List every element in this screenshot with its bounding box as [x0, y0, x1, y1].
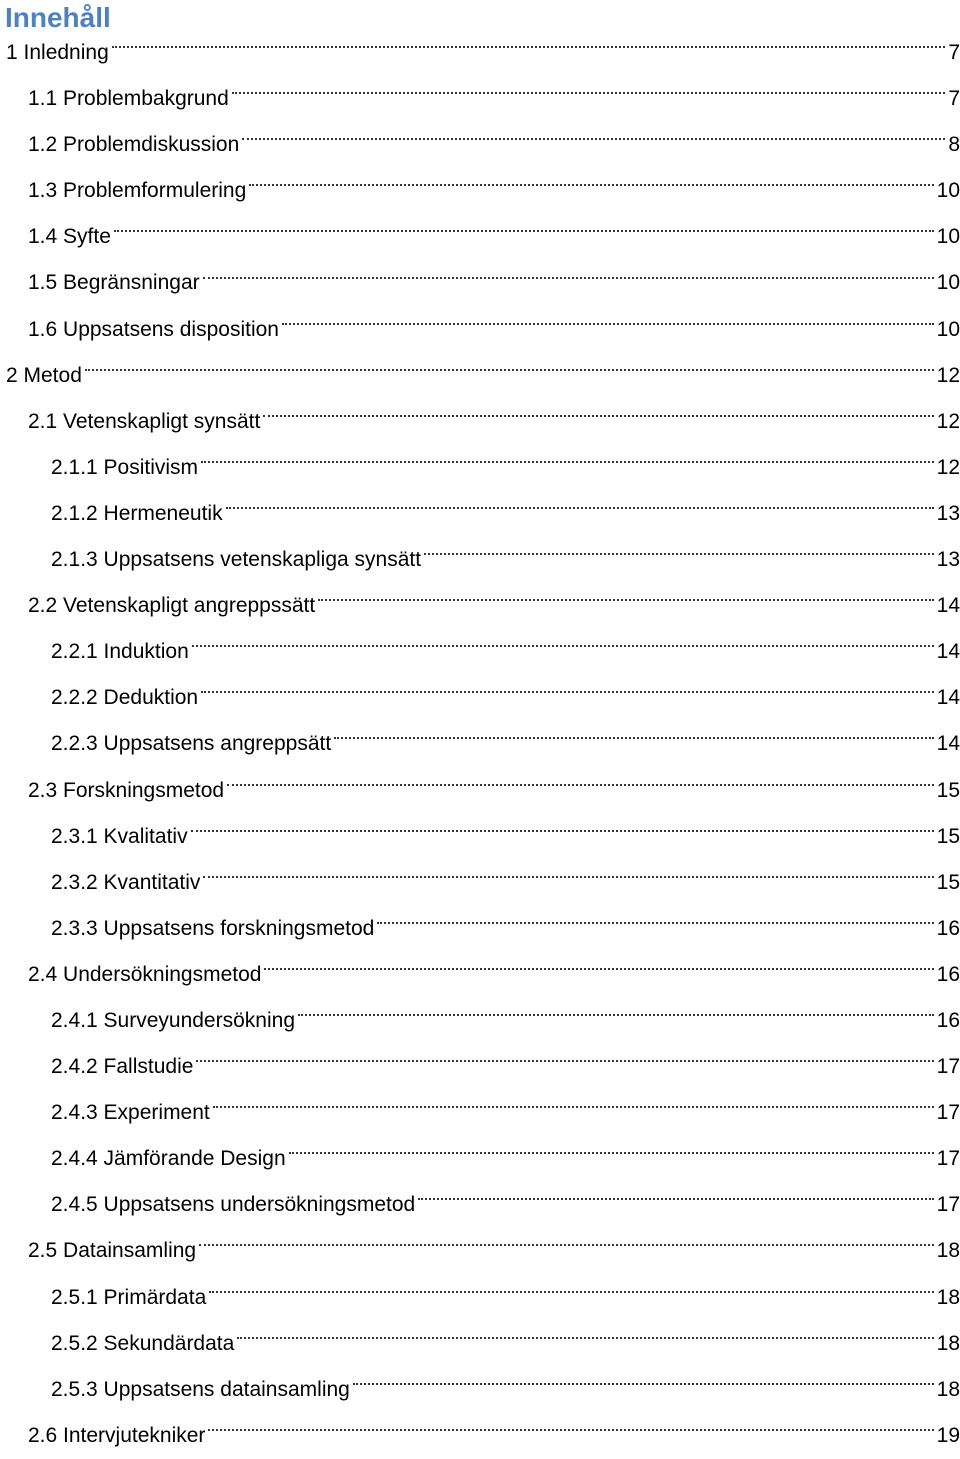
toc-entry[interactable]	[0, 860, 960, 906]
toc-page-number: 10	[936, 179, 960, 203]
toc-dot-leader	[264, 968, 933, 970]
toc-page-number: 18	[936, 1285, 960, 1309]
toc-dot-leader	[424, 553, 934, 555]
toc-dot-leader	[282, 323, 934, 325]
toc-dot-leader	[203, 876, 933, 878]
toc-entry-label: 2.5 Datainsamling	[28, 1239, 197, 1263]
toc-dot-leader	[85, 369, 934, 371]
toc-page-number: 16	[936, 962, 960, 986]
toc-entry-label: 1.3 Problemformulering	[28, 179, 247, 203]
toc-page-number: 18	[936, 1377, 960, 1401]
toc-dot-leader	[298, 1014, 934, 1016]
toc-entry-label: 2.2.3 Uppsatsens angreppsätt	[51, 732, 332, 756]
toc-entry-label: 2.3 Forskningsmetod	[28, 778, 225, 802]
toc-entry[interactable]	[0, 1182, 960, 1228]
toc-entry-label: 2.4 Undersökningsmetod	[28, 962, 262, 986]
toc-page-number: 7	[948, 41, 960, 64]
toc-entry-label: 2.1.1 Positivism	[51, 455, 199, 479]
toc-dot-leader	[114, 230, 934, 232]
toc-dot-leader	[242, 138, 945, 140]
toc-page-number: 13	[936, 548, 960, 572]
toc-dot-leader	[263, 415, 933, 417]
toc-page-number: 7	[948, 87, 960, 111]
toc-entry[interactable]	[0, 1090, 960, 1136]
toc-page-number: 12	[936, 409, 960, 433]
toc-entry[interactable]	[0, 1367, 960, 1413]
toc-entry[interactable]	[0, 768, 960, 814]
toc-entry[interactable]	[0, 906, 960, 952]
toc-entry[interactable]	[0, 629, 960, 675]
toc-page-number: 14	[936, 594, 960, 618]
toc-entry-label: 1.5 Begränsningar	[28, 271, 200, 295]
toc-entry[interactable]	[0, 1321, 960, 1367]
toc-dot-leader	[227, 784, 934, 786]
toc-entry[interactable]	[0, 814, 960, 860]
toc-dot-leader	[226, 507, 934, 509]
toc-dot-leader	[201, 461, 934, 463]
toc-page-number: 12	[936, 363, 960, 387]
toc-page-number: 14	[936, 732, 960, 756]
toc-entry[interactable]	[0, 76, 960, 122]
toc-entry-label: 2.4.2 Fallstudie	[51, 1055, 194, 1079]
toc-dot-leader	[289, 1152, 934, 1154]
toc-entry-label: 2.4.4 Jämförande Design	[51, 1147, 286, 1171]
toc-dot-leader	[334, 737, 933, 739]
toc-entry-label: 2.3.1 Kvalitativ	[51, 824, 188, 848]
toc-entry[interactable]	[0, 214, 960, 260]
toc-entry-label: 2.2.1 Induktion	[51, 640, 189, 664]
toc-entry[interactable]	[0, 675, 960, 721]
toc-entry[interactable]	[0, 307, 960, 353]
toc-entry[interactable]	[0, 1275, 960, 1321]
toc-dot-leader	[418, 1198, 933, 1200]
toc-page-number: 19	[936, 1423, 960, 1447]
toc-entry-label: 2.4.3 Experiment	[51, 1101, 210, 1125]
toc-heading: Innehåll	[5, 2, 111, 33]
toc-entry[interactable]	[0, 168, 960, 214]
toc-page-number: 12	[936, 455, 960, 479]
toc-entry[interactable]	[0, 30, 960, 76]
toc-entry-label: 2.1 Vetenskapligt synsätt	[28, 409, 261, 433]
toc-entry-label: 1.6 Uppsatsens disposition	[28, 317, 279, 341]
toc-dot-leader	[213, 1106, 934, 1108]
toc-entry-label: 1.4 Syfte	[28, 225, 111, 249]
toc-entry-label: 2.3.3 Uppsatsens forskningsmetod	[51, 916, 375, 940]
toc-page-number: 8	[948, 133, 960, 157]
toc-page-number: 14	[936, 686, 960, 710]
toc-entry-label: 1.1 Problembakgrund	[28, 87, 229, 111]
toc-entry[interactable]	[0, 445, 960, 491]
toc-page-number: 16	[936, 1008, 960, 1032]
toc-entry-label: 1.2 Problemdiskussion	[28, 133, 240, 157]
toc-entry[interactable]	[0, 537, 960, 583]
toc-dot-leader	[249, 184, 933, 186]
toc-page-number: 10	[936, 271, 960, 295]
toc-dot-leader	[192, 645, 934, 647]
toc-page-number: 13	[936, 501, 960, 525]
toc-dot-leader	[353, 1383, 934, 1385]
toc-entry-label: 2.5.1 Primärdata	[51, 1285, 207, 1309]
toc-dot-leader	[377, 922, 933, 924]
toc-dot-leader	[112, 46, 946, 48]
toc-page-number: 17	[936, 1193, 960, 1217]
toc-entry[interactable]	[0, 1044, 960, 1090]
toc-entry-label: 2.6 Intervjutekniker	[28, 1423, 206, 1447]
toc-entry[interactable]	[0, 1228, 960, 1274]
toc-entry[interactable]	[0, 491, 960, 537]
toc-entry-label: 2.5.3 Uppsatsens datainsamling	[51, 1377, 350, 1401]
table-of-contents	[0, 30, 960, 1459]
toc-dot-leader	[237, 1337, 933, 1339]
toc-entry[interactable]	[0, 721, 960, 767]
toc-page-number: 17	[936, 1055, 960, 1079]
toc-page-number: 14	[936, 640, 960, 664]
toc-dot-leader	[196, 1060, 933, 1062]
toc-entry[interactable]	[0, 399, 960, 445]
toc-page-number: 17	[936, 1101, 960, 1125]
toc-page-number: 15	[936, 778, 960, 802]
toc-entry[interactable]	[0, 353, 960, 399]
toc-entry-label: 2.3.2 Kvantitativ	[51, 870, 201, 894]
toc-entry-label: 2.5.2 Sekundärdata	[51, 1331, 235, 1355]
toc-dot-leader	[191, 830, 934, 832]
toc-entry-label: 2.1.3 Uppsatsens vetenskapliga synsätt	[51, 548, 422, 572]
toc-dot-leader	[201, 691, 934, 693]
toc-dot-leader	[199, 1244, 934, 1246]
toc-page-number: 18	[936, 1331, 960, 1355]
toc-dot-leader	[208, 1429, 933, 1431]
toc-entry-label: 1 Inledning	[6, 41, 109, 64]
toc-dot-leader	[318, 599, 933, 601]
toc-entry[interactable]	[0, 122, 960, 168]
toc-page-number: 10	[936, 317, 960, 341]
toc-entry[interactable]	[0, 952, 960, 998]
toc-page-number: 15	[936, 870, 960, 894]
toc-entry[interactable]	[0, 1136, 960, 1182]
toc-page-number: 18	[936, 1239, 960, 1263]
toc-entry-label: 2.4.1 Surveyundersökning	[51, 1008, 295, 1032]
toc-entry-label: 2.2.2 Deduktion	[51, 686, 199, 710]
toc-entry[interactable]	[0, 998, 960, 1044]
toc-entry-label: 2 Metod	[6, 363, 82, 387]
toc-page-number: 16	[936, 916, 960, 940]
toc-dot-leader	[203, 277, 934, 279]
toc-page-number: 10	[936, 225, 960, 249]
toc-page-number: 17	[936, 1147, 960, 1171]
toc-page-number: 15	[936, 824, 960, 848]
toc-entry-label: 2.1.2 Hermeneutik	[51, 501, 223, 525]
toc-dot-leader	[232, 92, 946, 94]
toc-entry[interactable]	[0, 260, 960, 306]
toc-entry-label: 2.2 Vetenskapligt angreppssätt	[28, 594, 316, 618]
toc-entry[interactable]	[0, 583, 960, 629]
toc-entry[interactable]	[0, 1413, 960, 1459]
toc-dot-leader	[209, 1291, 933, 1293]
toc-entry-label: 2.4.5 Uppsatsens undersökningsmetod	[51, 1193, 416, 1217]
